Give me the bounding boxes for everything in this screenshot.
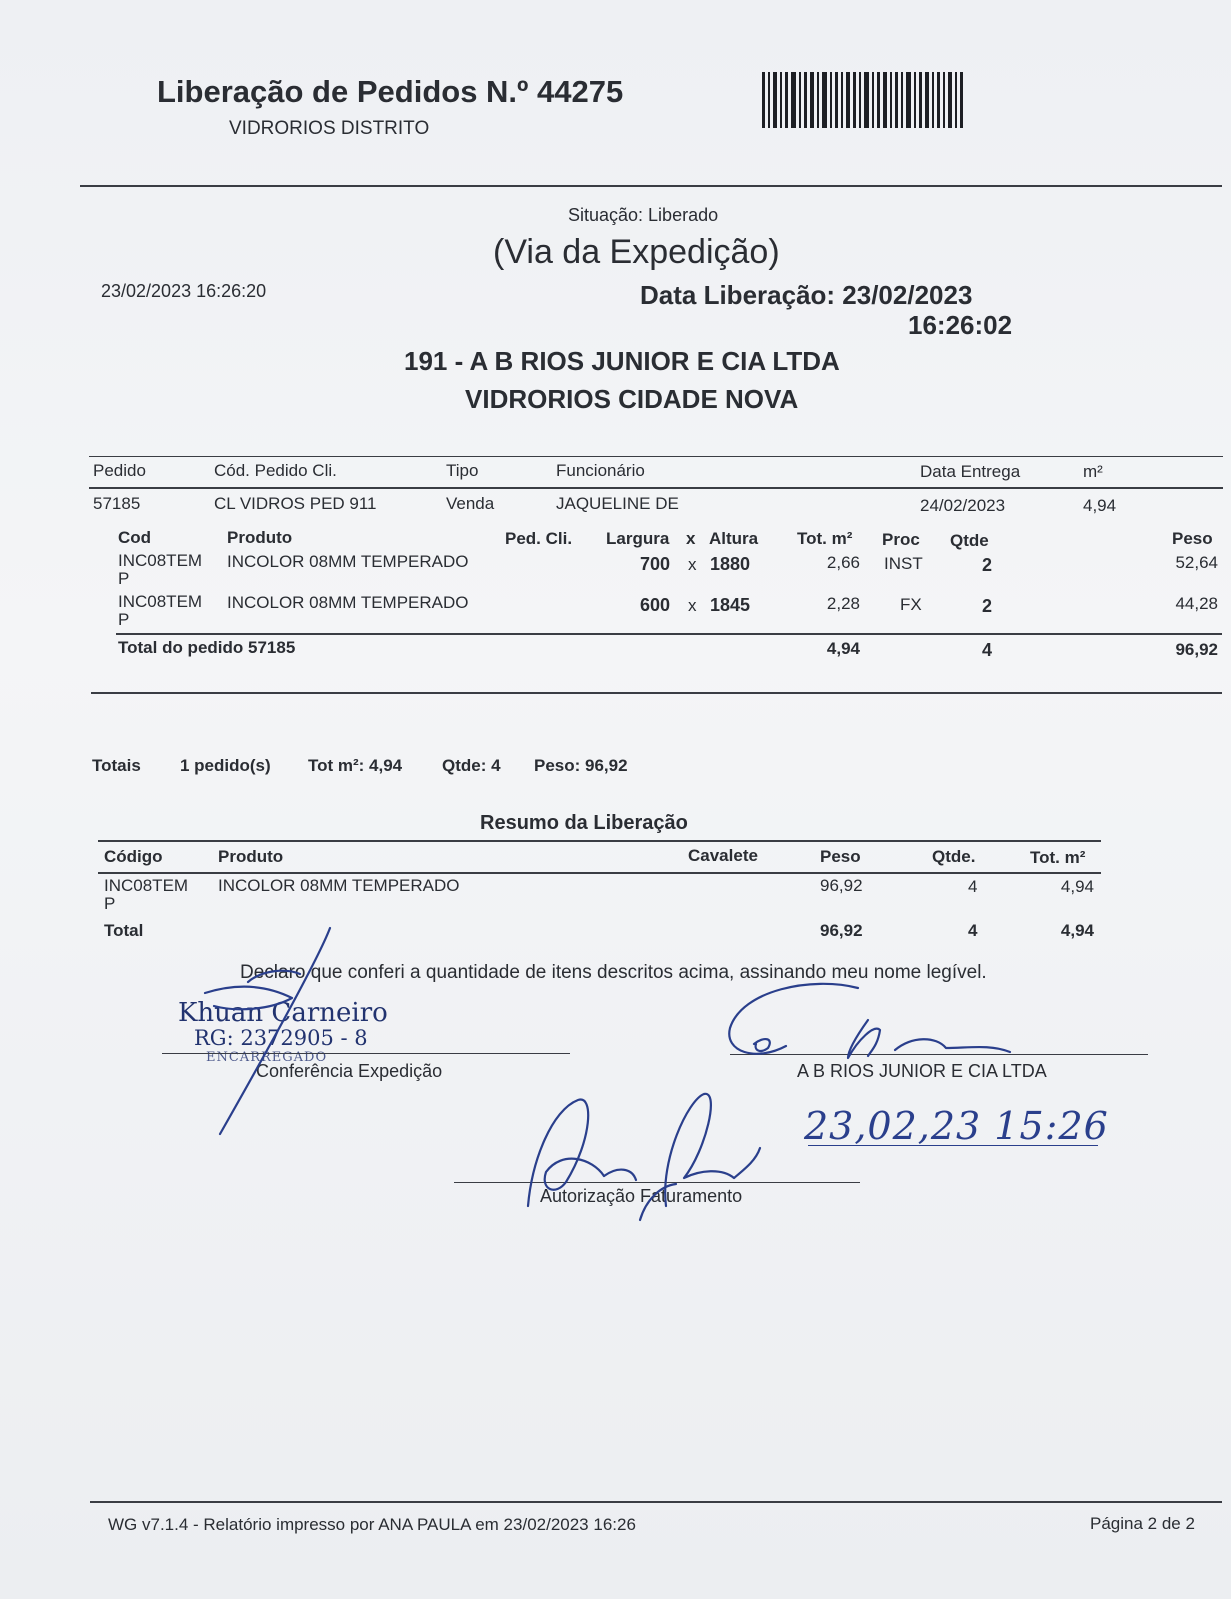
order-total-peso: 96,92 — [1175, 640, 1218, 659]
summary-peso: 96,92 — [820, 876, 863, 895]
col-peso: Peso — [1172, 529, 1213, 548]
order-total-label: Total do pedido 57185 — [118, 638, 296, 657]
col-tipo: Tipo — [446, 461, 479, 480]
item-tot-m2: 2,66 — [826, 553, 860, 572]
col-produto: Produto — [227, 528, 293, 547]
col-cod-pedido-cli: Cód. Pedido Cli. — [214, 461, 337, 480]
item-altura: 1880 — [710, 554, 751, 574]
col-pedido: Pedido — [93, 461, 146, 480]
footer-print-info: WG v7.1.4 - Relatório impresso por ANA PAULA em 23/02/2023 16:26 — [108, 1515, 636, 1534]
company-name: VIDRORIOS DISTRITO — [229, 118, 430, 139]
item-produto: INCOLOR 08MM TEMPERADO — [227, 552, 469, 571]
item-peso: 52,64 — [1175, 553, 1218, 572]
col-qtde: Qtde — [950, 531, 989, 550]
signature-label-empresa: A B RIOS JUNIOR E CIA LTDA — [797, 1061, 1047, 1081]
totals-peso: Peso: 96,92 — [534, 756, 628, 775]
handwritten-date: 23,02,23 15:26 — [804, 1104, 1109, 1148]
copy-label: (Via da Expedição) — [493, 233, 780, 271]
totals-tot-m2: Tot m²: 4,94 — [308, 756, 403, 775]
client-name: 191 - A B RIOS JUNIOR E CIA LTDA — [404, 346, 840, 376]
item-tot-m2: 2,28 — [826, 594, 860, 613]
item-x: x — [688, 596, 697, 615]
totals-pedidos: 1 pedido(s) — [180, 756, 271, 775]
release-time: 16:26:02 — [908, 310, 1013, 340]
order-m2: 4,94 — [1083, 496, 1117, 515]
release-date: Data Liberação: 23/02/2023 — [640, 280, 973, 310]
summary-total-tot-m2: 4,94 — [1060, 921, 1094, 940]
summary-col-produto: Produto — [218, 847, 284, 866]
document-title: Liberação de Pedidos N.º 44275 — [157, 74, 624, 109]
summary-col-tot-m2: Tot. m² — [1030, 848, 1086, 867]
order-pedido: 57185 — [93, 494, 141, 513]
order-total-m2: 4,94 — [826, 639, 860, 658]
signature-label-conferencia: Conferência Expedição — [256, 1061, 443, 1081]
item-altura: 1845 — [710, 595, 751, 615]
col-m2: m² — [1083, 462, 1103, 481]
item-cod-cont: P — [118, 610, 130, 629]
col-data-entrega: Data Entrega — [920, 462, 1021, 481]
item-proc: INST — [884, 554, 923, 573]
order-funcionario: JAQUELINE DE — [556, 494, 679, 513]
summary-produto: INCOLOR 08MM TEMPERADO — [218, 876, 460, 895]
item-cod: INC08TEM — [118, 551, 203, 570]
order-data-entrega: 24/02/2023 — [920, 496, 1006, 515]
item-cod-cont: P — [118, 569, 130, 588]
col-largura: Largura — [606, 529, 670, 548]
item-proc: FX — [900, 595, 922, 614]
summary-col-cavalete: Cavalete — [688, 846, 758, 865]
totals-qtde: Qtde: 4 — [442, 756, 501, 775]
summary-total-qtde: 4 — [968, 921, 978, 940]
summary-col-peso: Peso — [820, 847, 861, 866]
declaration-text: Declaro que conferi a quantidade de itens descritos acima, assinando meu nome legível. — [240, 962, 987, 983]
col-funcionario: Funcionário — [556, 461, 645, 480]
item-peso: 44,28 — [1175, 594, 1218, 613]
order-tipo: Venda — [446, 494, 495, 513]
summary-title: Resumo da Liberação — [480, 812, 688, 834]
footer-rule — [90, 1501, 1222, 1503]
col-ped-cli: Ped. Cli. — [505, 529, 573, 548]
stamp-role: ENCARREGADO — [206, 1050, 328, 1065]
summary-cod: INC08TEM — [104, 876, 189, 895]
summary-total-peso: 96,92 — [820, 921, 863, 940]
order-cod-cli: CL VIDROS PED 911 — [214, 494, 377, 513]
stamp-name: Khuan Carneiro — [178, 998, 388, 1028]
col-x: x — [686, 529, 696, 548]
signature-label-autorizacao: Autorização Faturamento — [540, 1186, 743, 1206]
item-produto: INCOLOR 08MM TEMPERADO — [227, 593, 469, 612]
summary-qtde: 4 — [968, 877, 978, 896]
summary-cod-cont: P — [104, 894, 116, 913]
item-largura: 600 — [640, 595, 671, 615]
item-qtde: 2 — [982, 555, 993, 575]
summary-col-codigo: Código — [104, 847, 163, 866]
item-largura: 700 — [640, 554, 671, 574]
col-tot-m2: Tot. m² — [797, 529, 853, 548]
totals-label: Totais — [92, 756, 141, 775]
order-total-qtde: 4 — [982, 640, 993, 660]
summary-total-label: Total — [104, 921, 144, 940]
summary-col-qtde: Qtde. — [932, 847, 976, 866]
summary-tot-m2: 4,94 — [1060, 877, 1094, 896]
print-timestamp: 23/02/2023 16:26:20 — [101, 281, 267, 301]
item-cod: INC08TEM — [118, 592, 203, 611]
item-qtde: 2 — [982, 596, 993, 616]
item-x: x — [688, 555, 697, 574]
client-store: VIDRORIOS CIDADE NOVA — [465, 384, 799, 414]
col-altura: Altura — [709, 529, 759, 548]
col-cod: Cod — [118, 528, 152, 547]
col-proc: Proc — [882, 530, 920, 549]
status-text: Situação: Liberado — [568, 205, 719, 225]
stamp-rg: RG: 2372905 - 8 — [194, 1026, 368, 1050]
page-number: Página 2 de 2 — [1090, 1514, 1195, 1533]
